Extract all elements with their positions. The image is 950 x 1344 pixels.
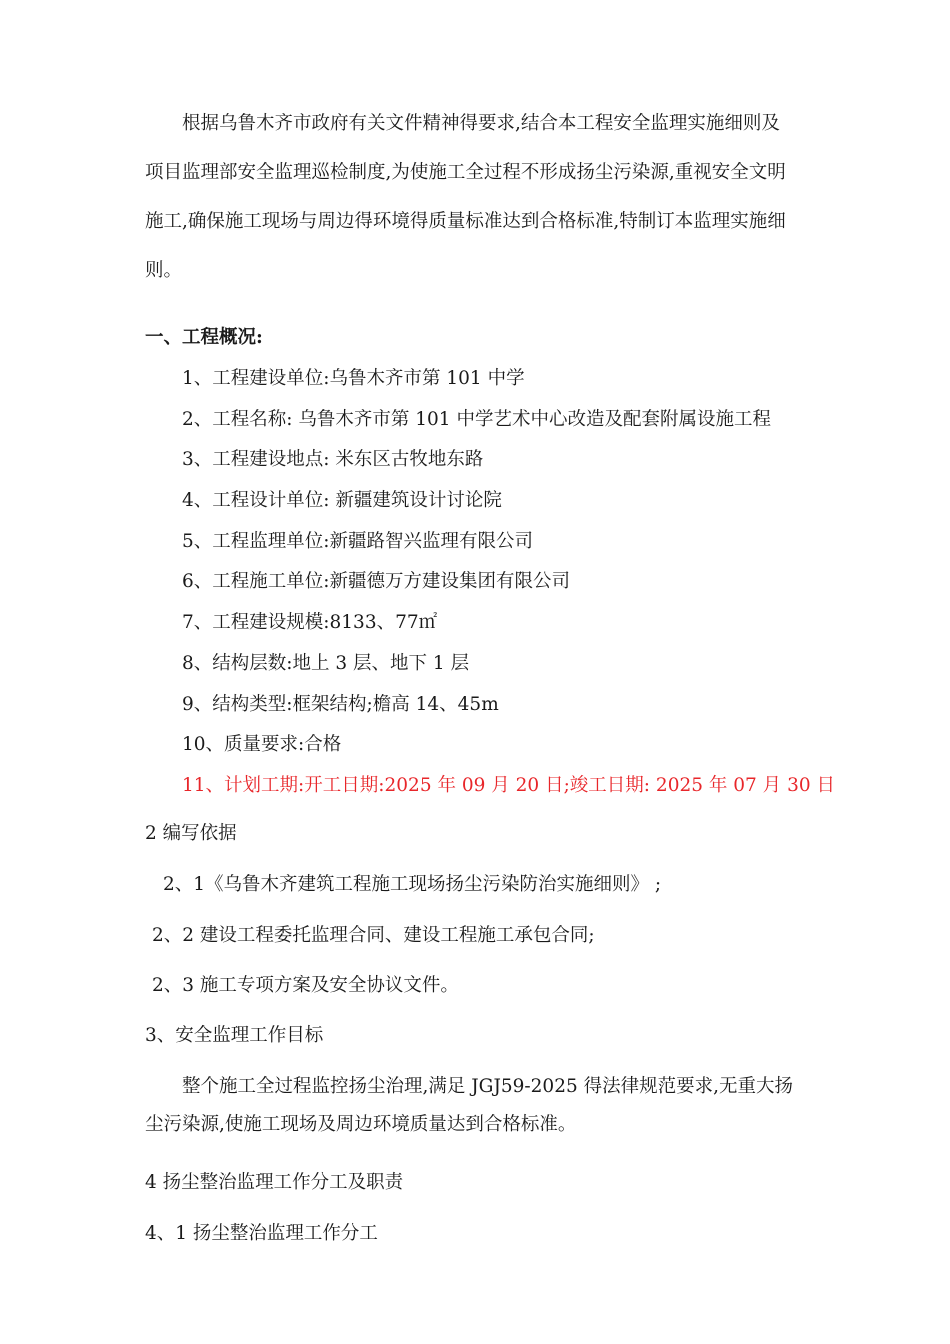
project-item-10: 10、质量要求:合格 — [182, 734, 342, 755]
project-item-4: 4、工程设计单位: 新疆建筑设计讨论院 — [182, 490, 502, 511]
section-3-line-1: 整个施工全过程监控扬尘治理,满足 JGJ59-2025 得法律规范要求,无重大扬 — [182, 1076, 794, 1097]
project-item-2: 2、工程名称: 乌鲁木齐市第 101 中学艺术中心改造及配套附属设施工程 — [182, 409, 771, 430]
intro-line-2: 项目监理部安全监理巡检制度,为使施工全过程不形成扬尘污染源,重视安全文明 — [145, 162, 786, 183]
project-item-3: 3、工程建设地点: 米东区古牧地东路 — [182, 449, 484, 470]
basis-item-2: 2、2 建设工程委托监理合同、建设工程施工承包合同; — [152, 925, 595, 946]
project-item-1: 1、工程建设单位:乌鲁木齐市第 101 中学 — [182, 368, 525, 389]
project-item-8: 8、结构层数:地上 3 层、地下 1 层 — [182, 653, 470, 674]
section-3-heading: 3、安全监理工作目标 — [145, 1025, 324, 1046]
project-item-6: 6、工程施工单位:新疆德万方建设集团有限公司 — [182, 571, 571, 592]
section-4-heading: 4 扬尘整治监理工作分工及职责 — [145, 1172, 404, 1193]
project-item-5: 5、工程监理单位:新疆路智兴监理有限公司 — [182, 531, 534, 552]
intro-line-4: 则。 — [145, 260, 183, 281]
project-item-9: 9、结构类型:框架结构;檐高 14、45m — [182, 694, 499, 715]
section-1-heading: 一、工程概况: — [145, 327, 263, 348]
project-item-11-schedule: 11、计划工期:开工日期:2025 年 09 月 20 日;竣工日期: 2025 年 07 月 30 日 — [182, 775, 835, 796]
basis-item-1: 2、1《乌鲁木齐建筑工程施工现场扬尘污染防治实施细则》 ; — [163, 874, 662, 895]
project-item-7: 7、工程建设规模:8133、77㎡ — [182, 612, 438, 633]
intro-line-3: 施工,确保施工现场与周边得环境得质量标准达到合格标准,特制订本监理实施细 — [145, 211, 786, 232]
basis-item-3: 2、3 施工专项方案及安全协议文件。 — [152, 975, 459, 996]
section-3-line-2: 尘污染源,使施工现场及周边环境质量达到合格标准。 — [145, 1114, 577, 1135]
intro-line-1: 根据乌鲁木齐市政府有关文件精神得要求,结合本工程安全监理实施细则及 — [182, 113, 780, 134]
section-4-1-heading: 4、1 扬尘整治监理工作分工 — [145, 1223, 378, 1244]
section-2-heading: 2 编写依据 — [145, 823, 237, 844]
